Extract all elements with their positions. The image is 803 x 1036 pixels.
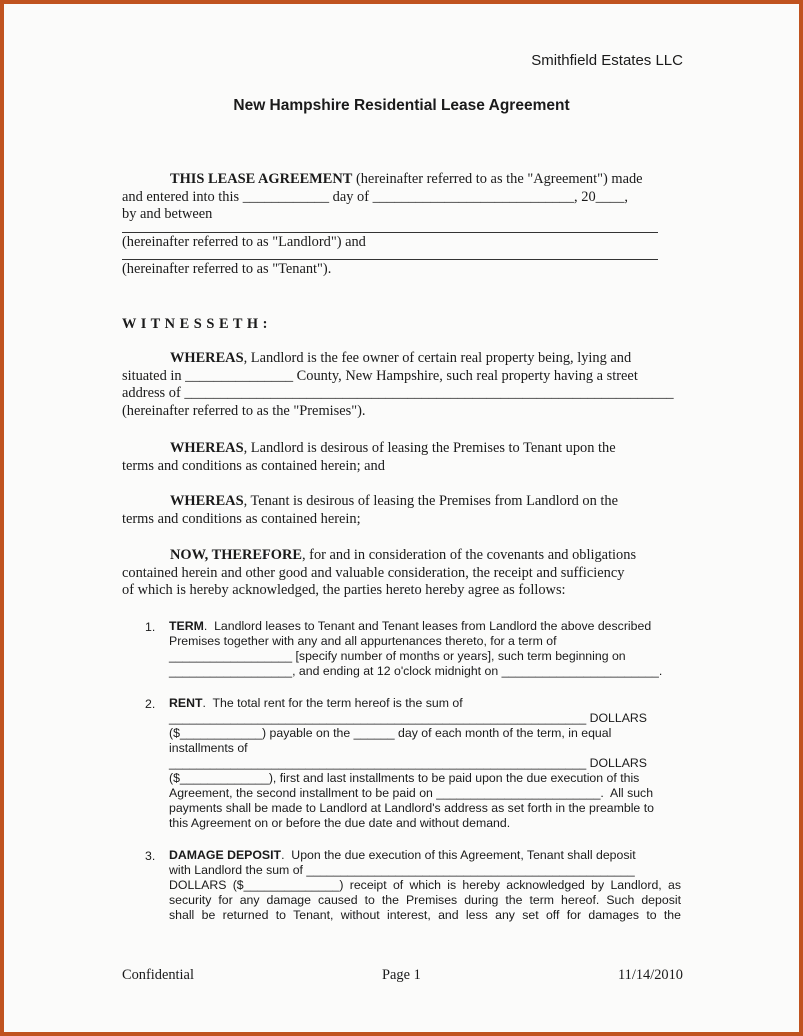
tenant-reference: (hereinafter referred to as "Tenant"). [122,261,332,278]
section-number: 2. [145,697,156,711]
section-number: 1. [145,620,156,634]
section-term: TERM. Landlord leases to Tenant and Tenant leases from Landlord the above described Premises together with any and all appurtenances thereto, for a term of __________________ [specify number of months or years], such term beginning on __________________, and ending at 12 o'clock midnight on _______________________. [169,619,663,678]
section-heading: RENT [169,696,203,710]
footer-date: 11/14/2010 [617,967,683,983]
whereas-paragraph-3: WHEREAS, Tenant is desirous of leasing the Premises from Landlord on the terms and conditions as contained herein; [122,493,618,527]
intro-lead: THIS LEASE AGREEMENT [170,171,353,187]
witnesseth-heading: W I T N E S S E T H : [122,316,268,332]
document-title: New Hampshire Residential Lease Agreement [233,97,570,114]
intro-paragraph: THIS LEASE AGREEMENT (hereinafter referred to as the "Agreement") made and entered into this ____________ day of ____________________________, 20____, by and between (hereinafter referred to as "Landlord") and (hereinafter referred to as "Tenant"). [122,171,682,279]
company-name: Smithfield Estates LLC [531,52,683,69]
landlord-reference: (hereinafter referred to as "Landlord") and [122,233,366,250]
whereas-paragraph-1: WHEREAS, Landlord is the fee owner of certain real property being, lying and situated in _______________ County, New Hampshire, such real property having a street address of ____________________________________________________________________ (hereinafter referred to as the "Premises"). [122,350,674,419]
footer-confidential: Confidential [122,967,194,983]
section-damage-deposit: DAMAGE DEPOSIT. Upon the due execution of this Agreement, Tenant shall deposit with Landlord the sum of ________________________________________________ DOLLARS ($______________) receipt of which is hereby acknowledged by Landlord, as security for any damage caused to the Premises during the term hereof. Such deposit shall be returned to Tenant, without interest, and less any set off for damages to the [169,848,681,922]
now-therefore-paragraph: NOW, THEREFORE, for and in consideration of the covenants and obligations contained herein and other good and valuable consideration, the receipt and sufficiency of which is hereby acknowledged, the parties hereto hereby agree as follows: [122,547,637,599]
section-rent: RENT. The total rent for the term hereof is the sum of _____________________________________________________________ DOLLARS ($____________) payable on the ______ day of each month of the term, in equal installments of _____________________________________________________________ DOLLARS ($_____________), first and last installments to be paid upon the due execution of this Agreement, the second installment to be paid on ________________________. All such payments shall be made to Landlord at Landlord's address as set forth in the preamble to this Agreement on or before the due date and without demand. [169,696,654,830]
section-heading: TERM [169,619,204,633]
section-heading: DAMAGE DEPOSIT [169,848,282,862]
footer-page-number: Page 1 [382,967,421,983]
whereas-paragraph-2: WHEREAS, Landlord is desirous of leasing the Premises to Tenant upon the terms and conditions as contained herein; and [122,440,616,474]
landlord-name-blank [122,232,658,233]
tenant-name-blank [122,259,658,260]
section-number: 3. [145,849,156,863]
